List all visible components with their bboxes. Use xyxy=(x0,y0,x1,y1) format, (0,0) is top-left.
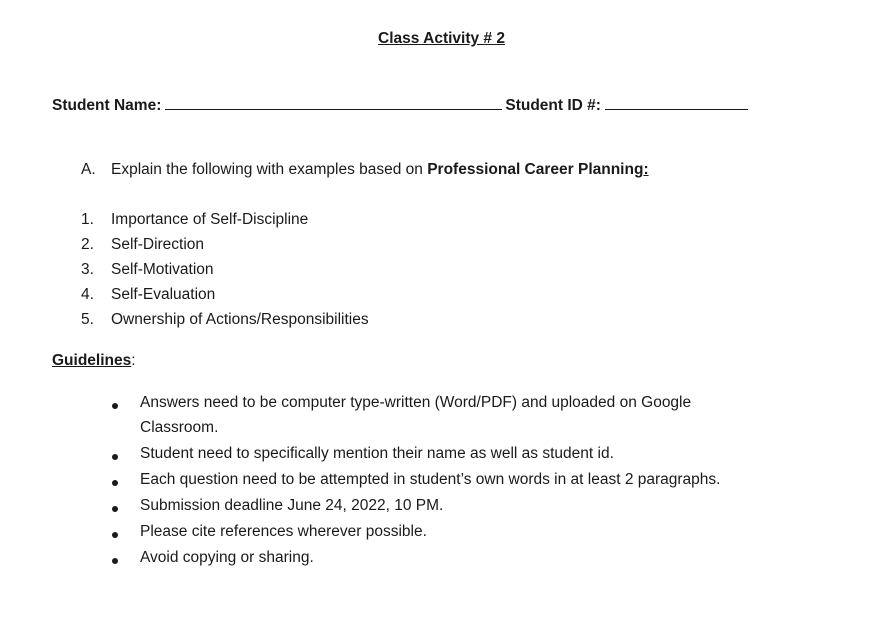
page-title: Class Activity # 2 xyxy=(378,30,505,47)
student-name-blank xyxy=(165,95,502,110)
section-a-marker: A. xyxy=(81,161,96,178)
list-item-text: Self-Direction xyxy=(111,236,205,253)
bullet-icon xyxy=(112,558,118,564)
list-item xyxy=(81,236,204,254)
section-a-colon: : xyxy=(643,161,649,178)
list-item-text: Importance of Self-Discipline xyxy=(111,211,309,228)
bullet-text: Please cite references wherever possible. xyxy=(140,523,427,540)
section-a-emphasis: Professional Career Planning xyxy=(427,161,644,178)
bullet-text: Avoid copying or sharing. xyxy=(140,549,314,566)
bullet-text: Submission deadline June 24, 2022, 10 PM. xyxy=(140,497,444,514)
guidelines-heading xyxy=(52,352,136,370)
bullet-icon xyxy=(112,480,118,486)
list-item-number: 2. xyxy=(81,236,94,253)
student-id-blank xyxy=(605,95,748,110)
section-a-instruction xyxy=(81,161,649,179)
list-item-text: Self-Motivation xyxy=(111,261,214,278)
list-item xyxy=(81,311,369,329)
list-item xyxy=(81,286,215,304)
student-name-label: Student Name: xyxy=(52,97,162,114)
guidelines-title: Guidelines xyxy=(52,352,132,369)
student-info-row xyxy=(52,95,748,115)
list-item-text: Self-Evaluation xyxy=(111,286,216,303)
bullet-icon xyxy=(112,403,118,409)
list-item-text: Ownership of Actions/Responsibilities xyxy=(111,311,369,328)
bullet-text-continued: Classroom. xyxy=(140,419,219,436)
list-item-number: 3. xyxy=(81,261,94,278)
section-a-prefix: Explain the following with examples based on xyxy=(111,161,428,178)
list-item-number: 5. xyxy=(81,311,94,328)
bullet-text: Student need to specifically mention their name as well as student id. xyxy=(140,445,614,462)
bullet-text: Each question need to be attempted in student’s own words in at least 2 paragraphs. xyxy=(140,471,721,488)
guidelines-colon: : xyxy=(131,352,136,369)
list-item xyxy=(81,261,214,279)
bullet-icon xyxy=(112,506,118,512)
list-item-number: 4. xyxy=(81,286,94,303)
student-id-label: Student ID #: xyxy=(505,97,601,114)
bullet-icon xyxy=(112,454,118,460)
list-item-number: 1. xyxy=(81,211,94,228)
bullet-icon xyxy=(112,532,118,538)
list-item xyxy=(81,211,308,229)
bullet-text: Answers need to be computer type-written (Word/PDF) and uploaded on Google xyxy=(140,394,692,411)
